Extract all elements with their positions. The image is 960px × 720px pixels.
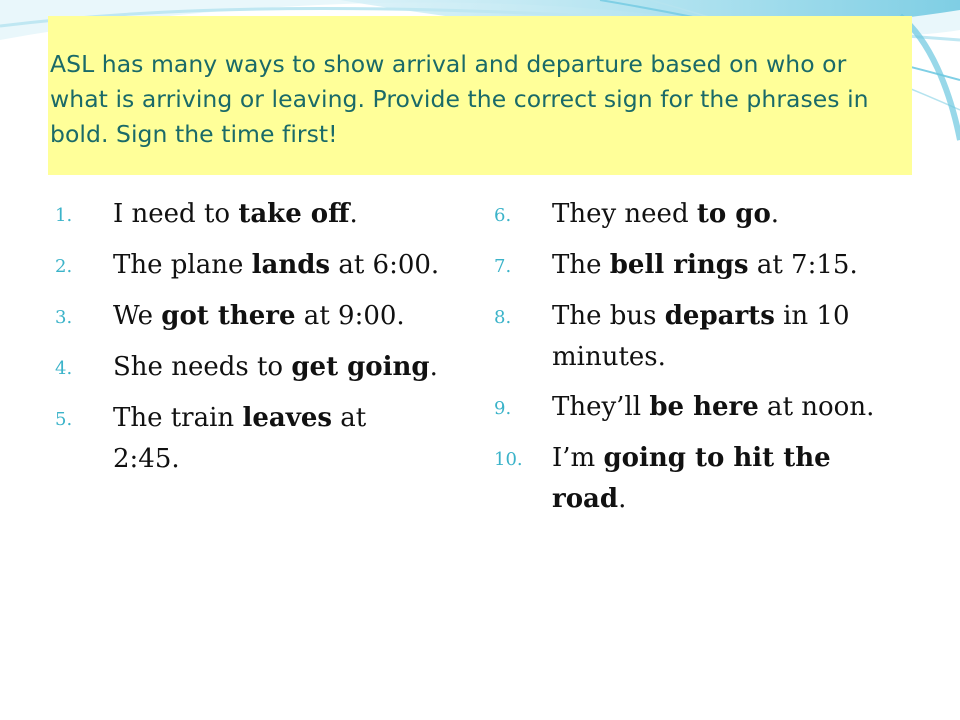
item-text-before: They need [552,199,697,229]
item-text-after: at 2:45. [113,403,367,474]
item-number: 6. [494,205,512,226]
item-bold-phrase: going to hit the road [552,443,831,514]
item-text-before: The train [113,403,243,433]
item-bold-phrase: be here [649,392,759,422]
item-number: 10. [494,449,523,470]
item-number: 9. [494,398,512,419]
item-number: 1. [55,205,73,226]
item-text-before: We [113,301,162,331]
item-bold-phrase: lands [251,250,331,280]
item-number: 8. [494,307,512,328]
item-text-after: in 10 minutes. [552,301,850,372]
list-item [494,438,894,520]
item-text [552,245,894,286]
item-text-before: The [552,250,610,280]
item-text-before: She needs to [113,352,292,382]
title-banner [48,16,912,175]
item-text-after: at 9:00. [295,301,405,331]
item-text [552,438,894,520]
item-text-before: I need to [113,199,239,229]
item-bold-phrase: to go [696,199,771,229]
item-text-before: The bus [552,301,665,331]
item-text-before: The plane [113,250,252,280]
list-item [494,296,894,378]
item-text-after: . [770,199,780,229]
item-text-after: at noon. [758,392,875,422]
item-bold-phrase: leaves [242,403,333,433]
item-text-after: . [429,352,438,382]
item-number: 2. [55,256,73,277]
item-text [113,398,440,480]
item-text-after: at 7:15. [748,250,858,280]
list-item [55,296,440,338]
item-number: 3. [55,307,73,328]
list-item [494,245,894,287]
item-text-after: . [618,484,627,514]
item-bold-phrase: bell rings [609,250,749,280]
item-bold-phrase: departs [664,301,775,331]
item-text-after: . [349,199,358,229]
question-list-right [494,194,894,529]
item-text [113,245,440,286]
question-list-left [55,194,440,489]
item-text [113,347,440,388]
item-bold-phrase: get going [291,352,430,382]
item-bold-phrase: take off [238,199,350,229]
item-text-before: They’ll [552,392,650,422]
item-text [113,194,440,235]
item-number: 4. [55,358,73,379]
list-item [55,398,440,480]
list-item [494,387,894,429]
item-text [113,296,440,337]
list-item [494,194,894,236]
item-text [552,296,894,378]
list-item [55,245,440,287]
item-text-before: I’m [552,443,604,473]
item-number: 7. [494,256,512,277]
list-item [55,347,440,389]
item-text [552,194,894,235]
slide-title: ASL has many ways to show arrival and departure based on who or what is arriving or leaving. Provide the correct sign for the phrases in bold. Sign the time first! [50,50,869,148]
item-text [552,387,894,428]
list-item [55,194,440,236]
item-number: 5. [55,409,73,430]
item-bold-phrase: got there [161,301,296,331]
item-text-after: at 6:00. [330,250,440,280]
